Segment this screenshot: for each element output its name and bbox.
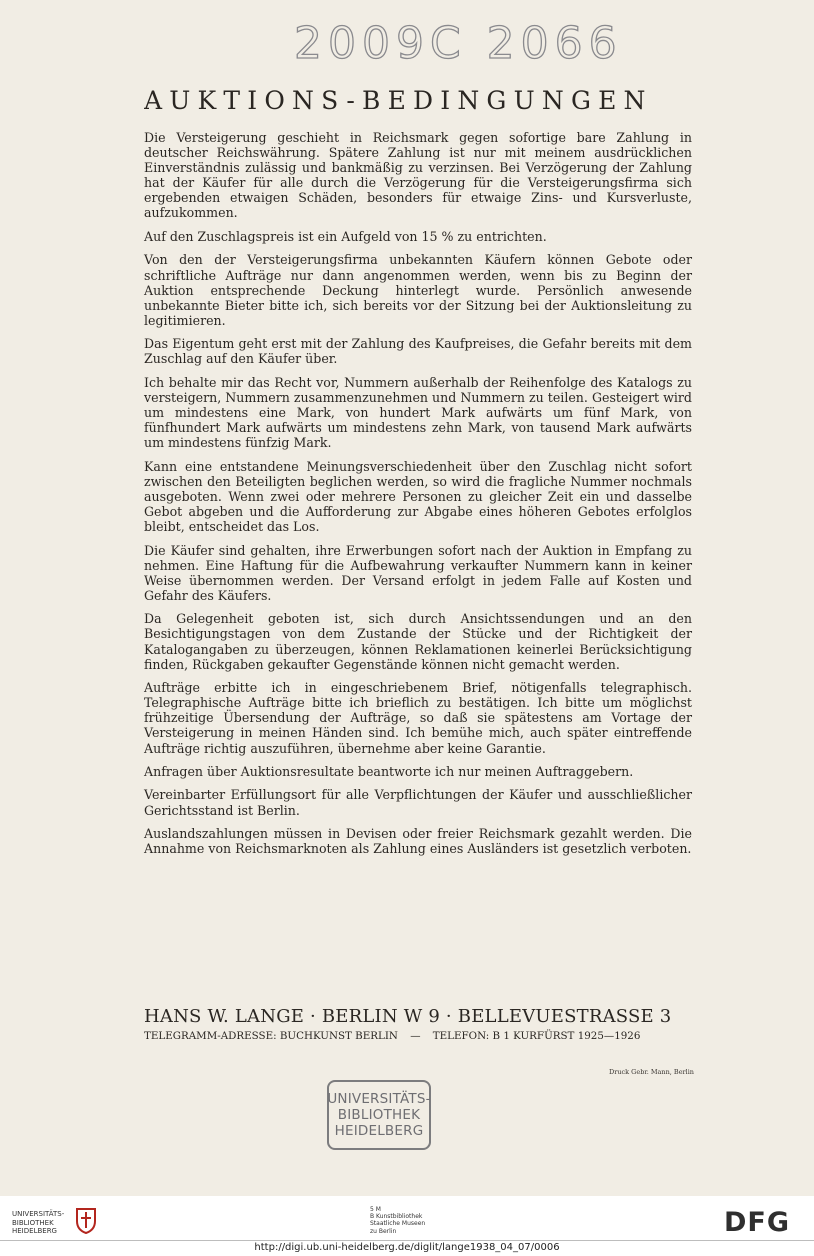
shelfmark-label	[370, 1206, 490, 1235]
paragraph-ownership: Das Eigentum geht erst mit der Zahlung des Kaufpreises, die Gefahr bereits mit dem Zuschlag auf den Käufer über.	[144, 336, 692, 367]
uni-logo-line-1: UNIVERSITÄTS-	[12, 1210, 65, 1218]
paragraph-premium: Auf den Zuschlagspreis ist ein Aufgeld von 15 % zu entrichten.	[144, 228, 547, 244]
paragraph-complaints: Da Gelegenheit geboten ist, sich durch Ansichtssendungen und an den Besichtigungstagen von dem Zustande der Stücke und der Richtigkeit der Katalogangaben zu überzeugen, können Reklamationen keinerlei Berücksichtigung finden, Rückgaben gekaufter Gegenstände können nicht gemacht werden.	[144, 611, 692, 672]
publisher-address: HANS W. LANGE · BERLIN W 9 · BELLEVUESTRASSE 3	[144, 1006, 672, 1027]
page-title: AUKTIONS-BEDINGUNGEN	[144, 86, 653, 115]
handwritten-shelfmark	[290, 10, 630, 70]
paragraph-jurisdiction: Vereinbarter Erfüllungsort für alle Verpflichtungen der Käufer und ausschließlicher Gerichtsstand ist Berlin.	[144, 787, 692, 818]
permalink-url[interactable]: http://digi.ub.uni-heidelberg.de/diglit/lange1938_04_07/0006	[254, 1242, 560, 1253]
paragraph-foreign-payments: Auslandszahlungen müssen in Devisen oder freier Reichsmark gezahlt werden. Die Annahme von Reichsmarknoten als Zahlung eines Ausländers ist gesetzlich verboten.	[144, 826, 692, 857]
dfg-logo[interactable]: DFG	[724, 1207, 791, 1238]
shelfmark-line-2: B Kunstbibliothek	[370, 1213, 423, 1221]
telegram-address: TELEGRAMM-ADRESSE: BUCHKUNST BERLIN	[144, 1030, 398, 1042]
telephone-number: TELEFON: B 1 KURFÜRST 1925—1926	[432, 1030, 641, 1042]
paragraph-unknown-buyers: Von den der Versteigerungsfirma unbekannten Käufern können Gebote oder schriftliche Aufträge nur dann angenommen werden, wenn bis zu Beginn der Auktion entsprechende Deckung hinterlegt wurde. Persönlich anwesende unbekannte Bieter bitte ich, sich bereits vor der Sitzung bei der Auktionsleitung zu legitimieren.	[144, 252, 692, 328]
paragraph-collection: Die Käufer sind gehalten, ihre Erwerbungen sofort nach der Auktion in Empfang zu nehmen. Eine Haftung für die Aufbewahrung verkaufter Nummern kann in keiner Weise übernommen werden. Der Versand erfolgt in jedem Falle auf Kosten und Gefahr des Käufers.	[144, 542, 692, 603]
uni-logo-line-3: HEIDELBERG	[12, 1227, 57, 1235]
university-emblem-icon	[74, 1206, 98, 1234]
paragraph-disputes: Kann eine entstandene Meinungsverschiedenheit über den Zuschlag nicht sofort zwischen den Beteiligten beglichen werden, so wird die fragliche Nummer nochmals ausgeboten. Wenn zwei oder mehrere Personen zu gleicher Zeit ein und dasselbe Gebot abgeben und die Aufforderung zur Abgabe eines höheren Gebotes erfolglos bleibt, entscheidet das Los.	[144, 458, 692, 535]
shelfmark-line-1: 5 M	[370, 1206, 381, 1213]
stamp-line-2: BIBLIOTHEK	[337, 1107, 421, 1123]
uni-logo-line-2: BIBLIOTHEK	[12, 1218, 54, 1227]
paragraph-results: Anfragen über Auktionsresultate beantworte ich nur meinen Auftraggebern.	[144, 763, 634, 779]
handwritten-shelfmark-text: 2009C 2066	[294, 18, 623, 69]
stamp-line-1: UNIVERSITÄTS-	[327, 1091, 431, 1107]
library-stamp	[327, 1080, 431, 1150]
paragraph-bidding: Ich behalte mir das Recht vor, Nummern außerhalb der Reihenfolge des Katalogs zu versteigern, Nummern zusammenzunehmen und Nummern zu teilen. Gesteigert wird um mindestens eine Mark, von hundert Mark aufwärts um fünf Mark, von fünfhundert Mark aufwärts um mindestens zehn Mark, von tausend Mark aufwärts um mindestens fünfzig Mark.	[144, 374, 692, 451]
stamp-line-3: HEIDELBERG	[334, 1123, 424, 1139]
paragraph-payment: Die Versteigerung geschieht in Reichsmark gegen sofortige bare Zahlung in deutscher Reichswährung. Spätere Zahlung ist nur mit meinem ausdrücklichen Einverständnis zulässig und bankmäßig zu verzinsen. Bei Verzögerung der Zahlung hat der Käufer für alle durch die Verzögerung für die Versteigerungsfirma sich ergebenden etwaigen Schäden, besonders für etwaige Zins- und Kursverluste, aufzukommen.	[144, 130, 692, 221]
contact-separator: —	[410, 1030, 421, 1042]
footer-divider	[0, 1240, 814, 1241]
shelfmark-line-4: zu Berlin	[370, 1227, 397, 1235]
printer-imprint: Druck Gebr. Mann, Berlin	[609, 1068, 694, 1076]
auction-conditions	[144, 130, 692, 865]
paragraph-commissions: Aufträge erbitte ich in eingeschriebenem Brief, nötigenfalls telegraphisch. Telegraphische Aufträge bitte ich brieflich zu bestätigen. Ich bitte um möglichst frühzeitige Übersendung der Aufträge, so daß sie spätestens am Vortage der Versteigerung in meinen Händen sind. Ich bemühe mich, auch später eintreffende Aufträge richtig auszuführen, übernehme aber keine Garantie.	[144, 680, 692, 756]
contact-line	[144, 1030, 700, 1042]
shelfmark-line-3: Staatliche Museen	[370, 1220, 426, 1228]
